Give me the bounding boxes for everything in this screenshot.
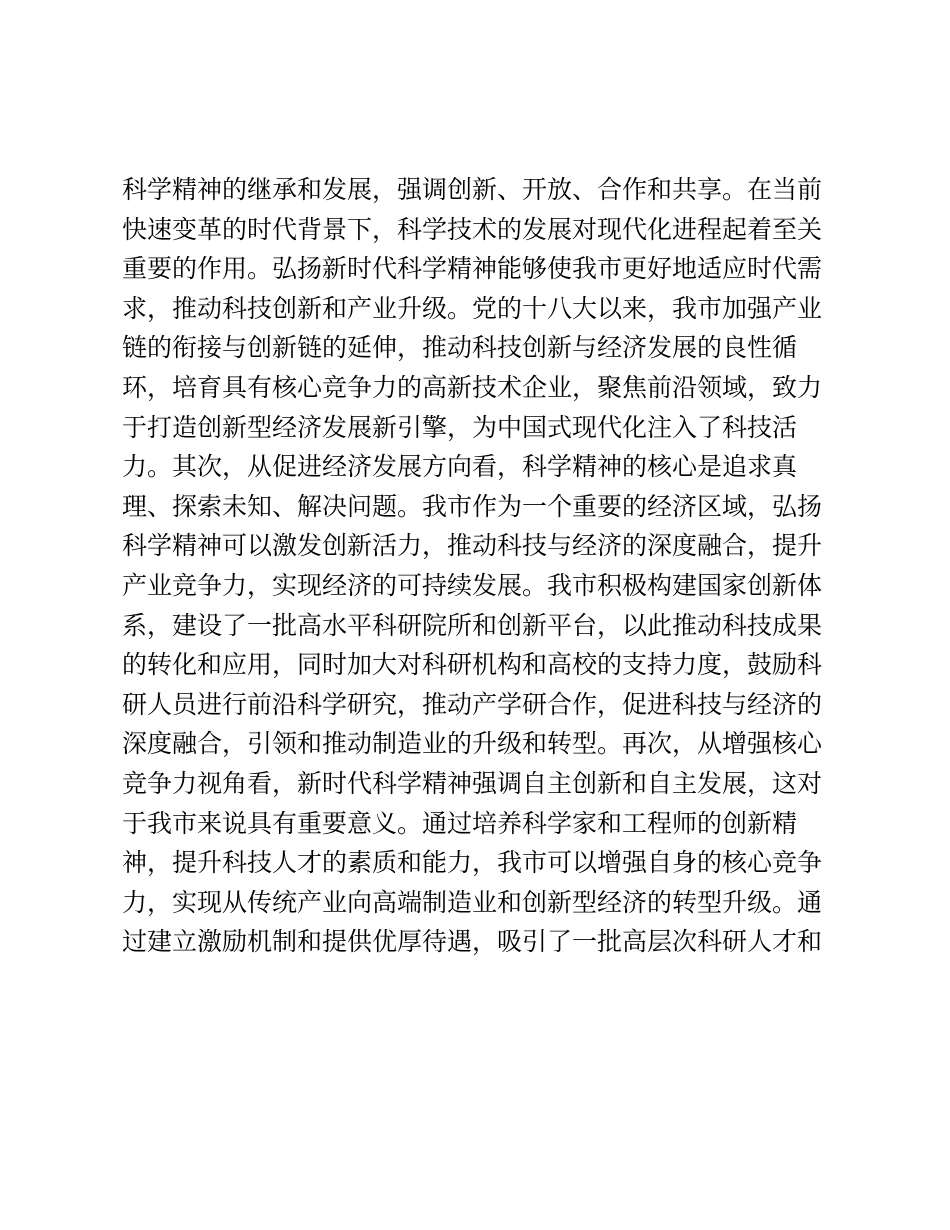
text-line-19: 力，实现从传统产业向高端制造业和创新型经济的转型升级。通 xyxy=(122,887,823,917)
text-line-2: 快速变革的时代背景下，科学技术的发展对现代化进程起着至关 xyxy=(122,214,823,244)
text-line-17: 于我市来说具有重要意义。通过培养科学家和工程师的创新精 xyxy=(122,808,798,838)
text-line-10: 科学精神可以激发创新活力，推动科技与经济的深度融合，提升 xyxy=(122,531,823,561)
text-line-15: 深度融合，引领和推动制造业的升级和转型。再次，从增强核心 xyxy=(122,729,823,759)
text-line-1: 科学精神的继承和发展，强调创新、开放、合作和共享。在当前 xyxy=(122,175,823,204)
text-line-18: 神，提升科技人才的素质和能力，我市可以增强自身的核心竞争 xyxy=(122,848,823,878)
text-line-20: 过建立激励机制和提供优厚待遇，吸引了一批高层次科研人才和 xyxy=(122,927,823,957)
text-line-6: 环，培育具有核心竞争力的高新技术企业，聚焦前沿领域，致力 xyxy=(122,372,823,402)
text-line-13: 的转化和应用，同时加大对科研机构和高校的支持力度，鼓励科 xyxy=(122,650,823,680)
text-line-7: 于打造创新型经济发展新引擎，为中国式现代化注入了科技活 xyxy=(122,412,798,442)
text-line-4: 求，推动科技创新和产业升级。党的十八大以来，我市加强产业 xyxy=(122,293,823,323)
text-line-11: 产业竞争力，实现经济的可持续发展。我市积极构建国家创新体 xyxy=(122,570,823,600)
text-line-8: 力。其次，从促进经济发展方向看，科学精神的核心是追求真 xyxy=(122,452,798,482)
text-line-9: 理、探索未知、解决问题。我市作为一个重要的经济区域，弘扬 xyxy=(122,491,823,521)
body-paragraph xyxy=(122,170,832,962)
text-line-14: 研人员进行前沿科学研究，推动产学研合作，促进科技与经济的 xyxy=(122,689,823,719)
text-line-5: 链的衔接与创新链的延伸，推动科技创新与经济发展的良性循 xyxy=(122,333,798,363)
text-line-16: 竞争力视角看，新时代科学精神强调自主创新和自主发展，这对 xyxy=(122,768,823,798)
text-line-12: 系，建设了一批高水平科研院所和创新平台，以此推动科技成果 xyxy=(122,610,823,640)
text-line-3: 重要的作用。弘扬新时代科学精神能够使我市更好地适应时代需 xyxy=(122,254,823,284)
